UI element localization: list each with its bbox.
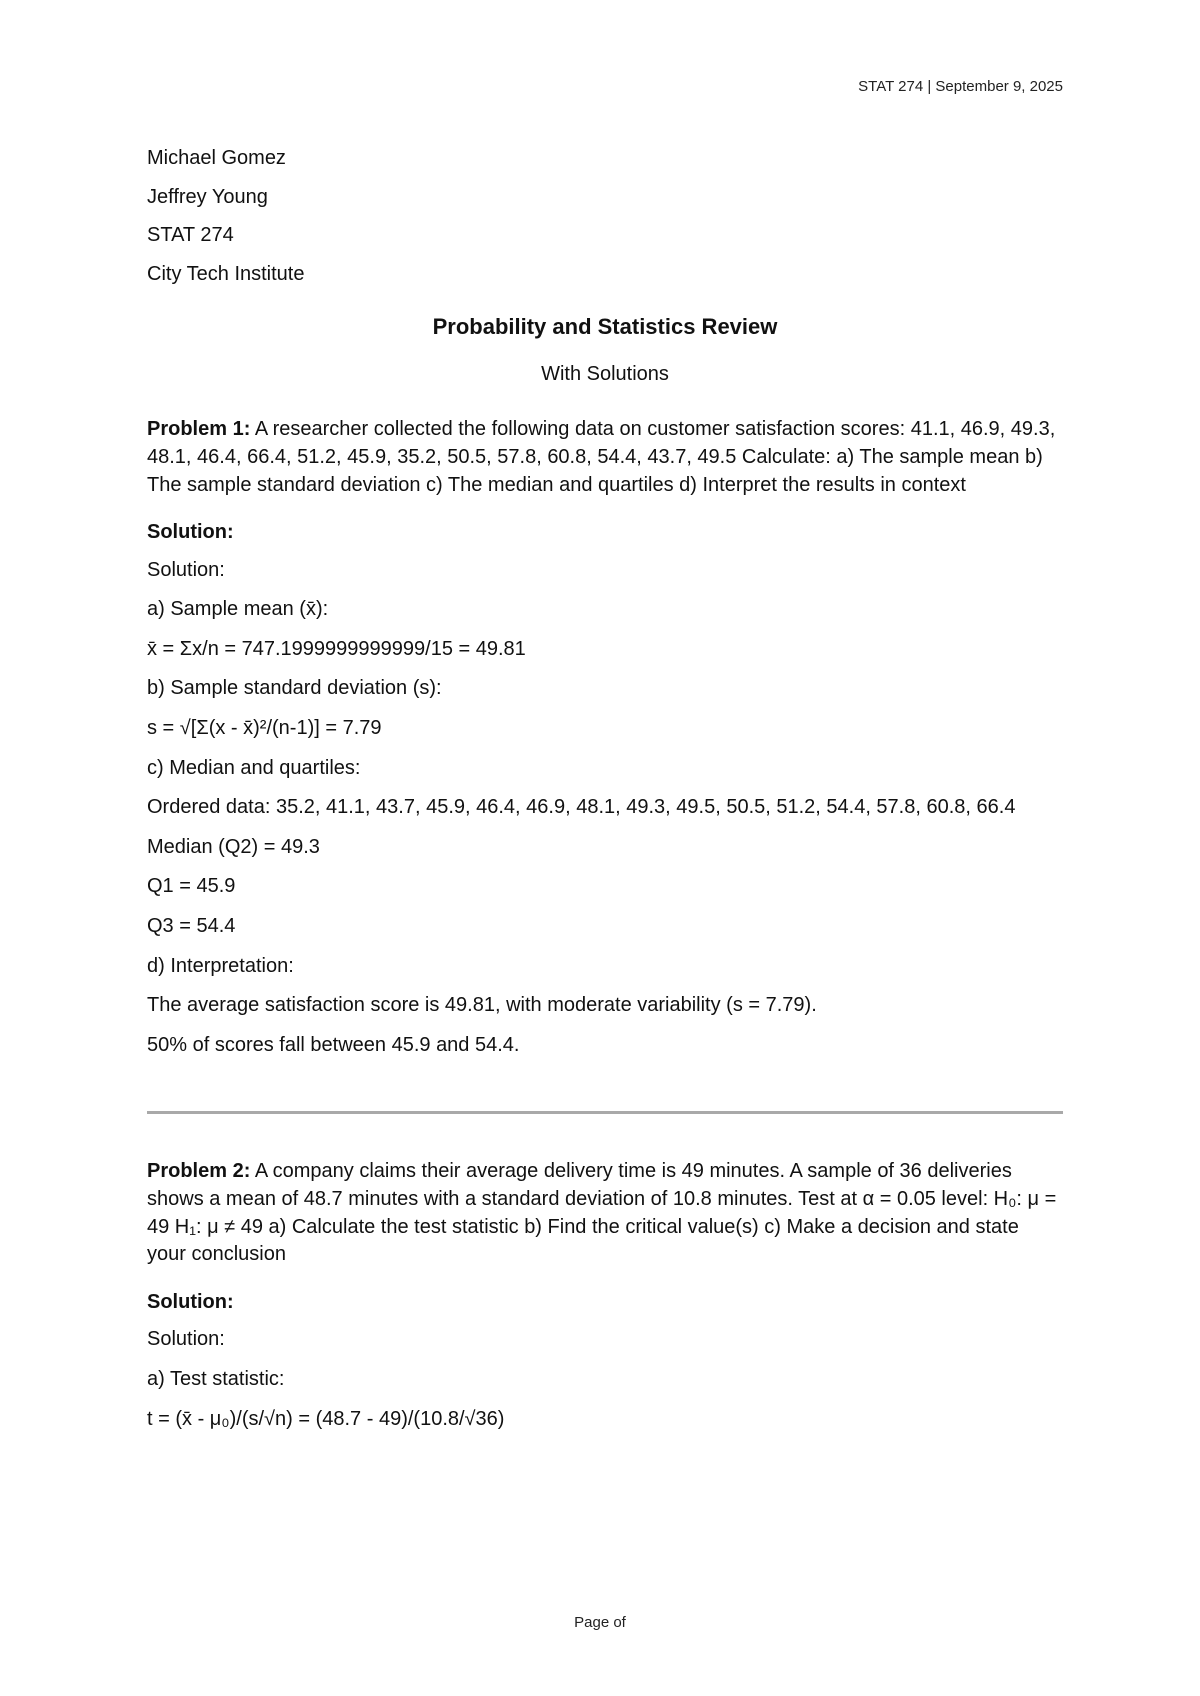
- p1-solution-line: c) Median and quartiles:: [147, 756, 361, 779]
- author-name-1: Michael Gomez: [147, 147, 286, 169]
- p1-solution-line: x̄ = Σx/n = 747.1999999999999/15 = 49.81: [147, 637, 526, 660]
- problem-1-label: Problem 1:: [147, 418, 251, 441]
- running-header: STAT 274 | September 9, 2025: [858, 78, 1063, 95]
- p1-solution-line: Median (Q2) = 49.3: [147, 835, 320, 858]
- p1-solution-line: Q1 = 45.9: [147, 875, 236, 898]
- p1-solution-line: Solution:: [147, 558, 225, 581]
- problem-2-text: A company claims their average delivery time is 49 minutes. A sample of 36 deliveries shows a mean of 48.7 minutes with a standard deviation of 10.8 minutes. Test at α = 0.05 level: H₀: μ = 49 H₁: μ ≠ 49 a) Calculate the test statistic b) Find the critical value(s) c) Make a decision and state your conclusion: [147, 1160, 1057, 1266]
- institution: City Tech Institute: [147, 262, 305, 285]
- problem-2-label: Problem 2:: [147, 1160, 251, 1183]
- section-divider: [147, 1111, 1063, 1114]
- p1-solution-line: Q3 = 54.4: [147, 915, 236, 938]
- document-title: Probability and Statistics Review: [432, 314, 778, 340]
- problem-2: [147, 1158, 1063, 1268]
- problem-1-solution-heading: Solution:: [147, 521, 234, 544]
- page-footer: Page of: [574, 1614, 626, 1631]
- p2-solution-line: Solution:: [147, 1328, 225, 1351]
- author-name-2: Jeffrey Young: [147, 185, 268, 208]
- p2-solution-line: t = (x̄ - μ₀)/(s/√n) = (48.7 - 49)/(10.8/√36): [147, 1407, 505, 1430]
- p1-solution-line: b) Sample standard deviation (s):: [147, 677, 442, 700]
- p1-solution-line: Ordered data: 35.2, 41.1, 43.7, 45.9, 46.4, 46.9, 48.1, 49.3, 49.5, 50.5, 51.2, 54.4, 57.8, 60.8, 66.4: [147, 796, 1016, 819]
- p1-solution-line: The average satisfaction score is 49.81, with moderate variability (s = 7.79).: [147, 994, 817, 1017]
- p1-solution-line: a) Sample mean (x̄):: [147, 598, 329, 621]
- document-body: [147, 145, 1063, 1445]
- course-code: STAT 274: [147, 224, 234, 247]
- p1-solution-line: d) Interpretation:: [147, 954, 294, 977]
- problem-2-solution-heading: Solution:: [147, 1290, 234, 1313]
- problem-1-text: A researcher collected the following data on customer satisfaction scores: 41.1, 46.9, 49.3, 48.1, 46.4, 66.4, 51.2, 45.9, 35.2, 50.5, 57.8, 60.8, 54.4, 43.7, 49.5 Calculate: a) The sample mean b) The sample standard deviation c) The median and quartiles d) Interpret the results in context: [147, 418, 1056, 496]
- p1-solution-line: 50% of scores fall between 45.9 and 54.4.: [147, 1033, 520, 1056]
- p1-solution-line: s = √[Σ(x - x̄)²/(n-1)] = 7.79: [147, 717, 382, 740]
- p2-solution-line: a) Test statistic:: [147, 1367, 285, 1390]
- document-subtitle: With Solutions: [541, 362, 669, 385]
- problem-1: [147, 416, 1063, 499]
